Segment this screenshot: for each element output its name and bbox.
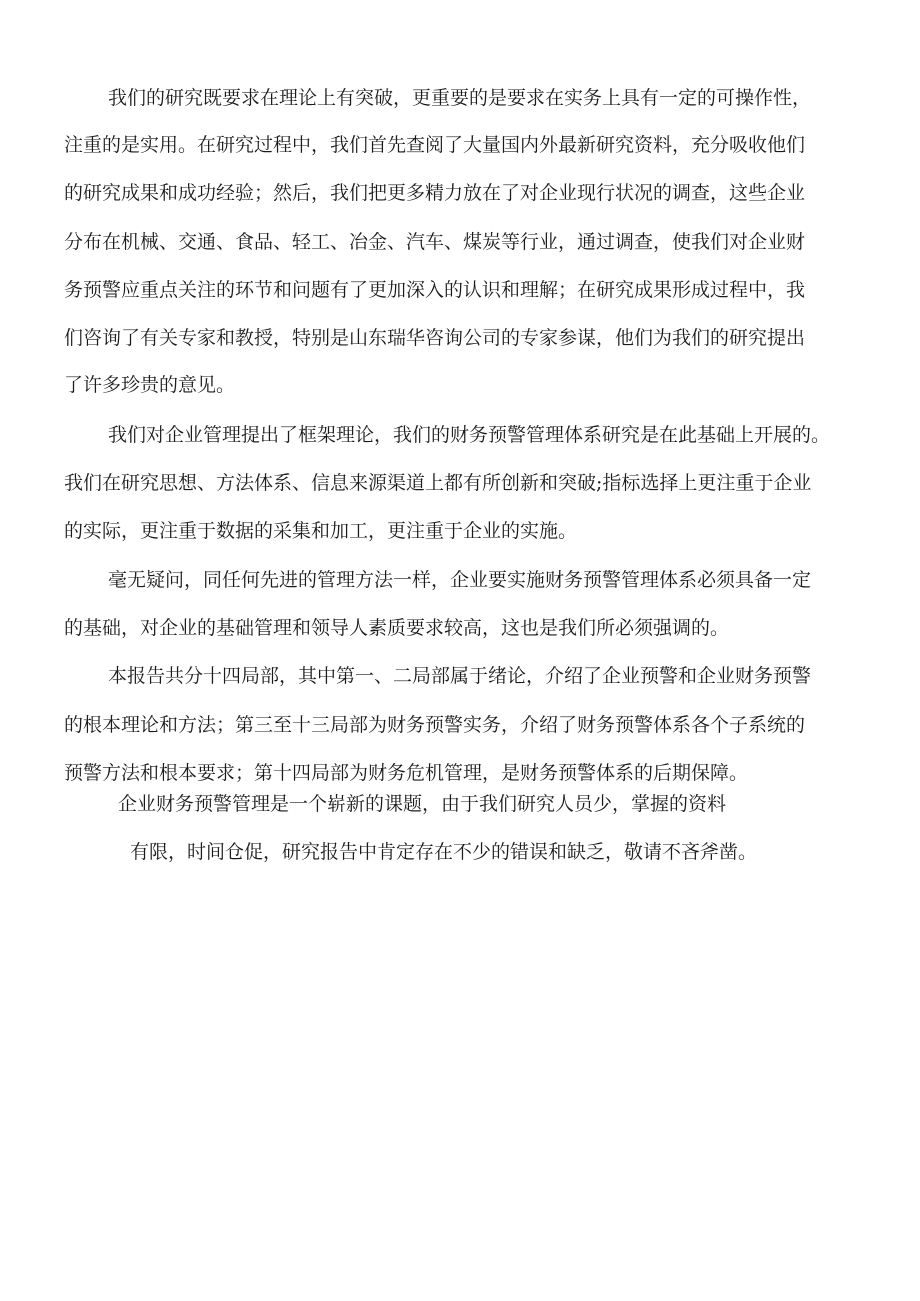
paragraph-1-line-7: 了许多珍贵的意见。 [64, 374, 236, 396]
paragraph-4-line-2: 的根本理论和方法；第三至十三局部为财务预警实务，介绍了财务预警体系各个子系统的 [64, 714, 806, 736]
paragraph-3-line-1: 毫无疑问，同任何先进的管理方法一样，企业要实施财务预警管理体系必须具备一定 [108, 569, 812, 591]
paragraph-1-line-3: 的研究成果和成功经验；然后，我们把更多精力放在了对企业现行状况的调查，这些企业 [64, 182, 806, 204]
paragraph-1-line-6: 们咨询了有关专家和教授，特别是山东瑞华咨询公司的专家参谋，他们为我们的研究提出 [64, 327, 806, 349]
paragraph-5-line-2: 有限，时间仓促，研究报告中肯定存在不少的错误和缺乏，敬请不吝斧凿。 [130, 841, 758, 863]
paragraph-2-line-3: 的实际，更注重于数据的采集和加工，更注重于企业的实施。 [64, 520, 578, 542]
paragraph-1-line-5: 务预警应重点关注的环节和问题有了更加深入的认识和理解；在研究成果形成过程中，我 [64, 279, 806, 301]
paragraph-1-line-1: 我们的研究既要求在理论上有突破，更重要的是要求在实务上具有一定的可操作性， [108, 87, 812, 109]
paragraph-3-line-2: 的基础，对企业的基础管理和领导人素质要求较高，这也是我们所必须强调的。 [64, 617, 730, 639]
paragraph-5-line-1: 企业财务预警管理是一个崭新的课题，由于我们研究人员少，掌握的资料 [118, 793, 727, 815]
paragraph-4-line-1: 本报告共分十四局部，其中第一、二局部属于绪论，介绍了企业预警和企业财务预警 [108, 665, 812, 687]
paragraph-4-line-3: 预警方法和根本要求；第十四局部为财务危机管理，是财务预警体系的后期保障。 [64, 762, 749, 784]
paragraph-2-line-1: 我们对企业管理提出了框架理论，我们的财务预警管理体系研究是在此基础上开展的。 [108, 424, 831, 446]
paragraph-2-line-2: 我们在研究思想、方法体系、信息来源渠道上都有所创新和突破;指标选择上更注重于企业 [64, 472, 812, 494]
paragraph-1-line-4: 分布在机械、交通、食品、轻工、冶金、汽车、煤炭等行业，通过调查，使我们对企业财 [64, 231, 806, 253]
paragraph-1-line-2: 注重的是实用。在研究过程中，我们首先查阅了大量国内外最新研究资料，充分吸收他们 [64, 134, 806, 156]
